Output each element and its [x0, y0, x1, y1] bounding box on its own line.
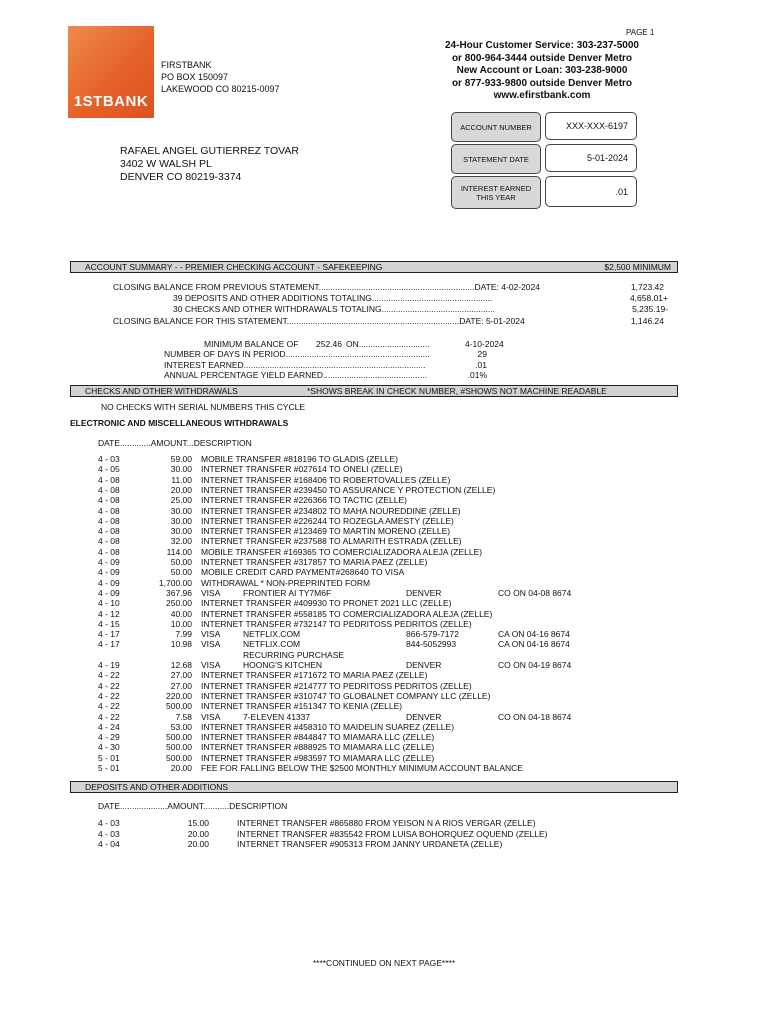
- checks-title: CHECKS AND OTHER WITHDRAWALS: [85, 386, 238, 396]
- transaction-amount: 20.00: [170, 763, 192, 773]
- transaction-amount: 40.00: [170, 608, 192, 619]
- no-checks-notice: NO CHECKS WITH SERIAL NUMBERS THIS CYCLE: [101, 402, 306, 412]
- transaction-description: INTERNET TRANSFER #123469 TO MARTIN MORENO (ZELLE): [201, 526, 451, 537]
- transaction-amount: 250.00: [166, 598, 192, 609]
- list-item: [0, 516, 768, 526]
- service-line-4: or 877-933-9800 outside Denver Metro: [451, 77, 633, 89]
- transaction-amount: 30.00: [170, 464, 192, 475]
- transaction-date: 4 - 22: [98, 711, 120, 722]
- transaction-amount: 50.00: [170, 557, 192, 567]
- transaction-amount: 10.00: [170, 618, 192, 629]
- list-item: [0, 818, 768, 828]
- min-balance-on: ON..............................: [346, 339, 430, 349]
- statement-date-value: 5-01-2024: [545, 144, 637, 172]
- bank-address: [161, 59, 280, 95]
- list-item: [0, 650, 768, 660]
- transaction-date: 4 - 22: [98, 680, 120, 691]
- transaction-description: INTERNET TRANSFER #237588 TO ALMARITH ESTRADA (ZELLE): [201, 536, 462, 547]
- transaction-location: 844-5052993: [406, 639, 457, 650]
- list-item: [0, 567, 768, 577]
- transaction-amount: 12.68: [170, 660, 192, 670]
- transaction-description: INTERNET TRANSFER #458310 TO MAIDELIN SUAREZ (ZELLE): [201, 721, 455, 732]
- transaction-date: 4 - 22: [98, 670, 120, 681]
- customer-street: 3402 W WALSH PL: [120, 158, 212, 170]
- list-item: [0, 536, 768, 546]
- transaction-description: VISA: [201, 660, 221, 670]
- transaction-description: INTERNET TRANSFER #888925 TO MIAMARA LLC (ZELLE): [201, 742, 435, 753]
- page-number: PAGE 1: [626, 28, 655, 37]
- transaction-description: VISA: [201, 587, 221, 598]
- account-number-label: ACCOUNT NUMBER: [451, 112, 541, 142]
- transaction-date: 4 - 30: [98, 742, 120, 753]
- transaction-date: 4 - 19: [98, 660, 120, 670]
- statement-date-label: STATEMENT DATE: [451, 144, 541, 174]
- transaction-date: 4 - 17: [98, 639, 120, 650]
- transaction-date: 4 - 22: [98, 701, 120, 712]
- days-in-period-label: NUMBER OF DAYS IN PERIOD.............................................................: [164, 349, 430, 359]
- transaction-details: CO ON 04-08 8674: [498, 587, 572, 598]
- service-line-2: or 800-964-3444 outside Denver Metro: [451, 52, 633, 64]
- deposit-date: 4 - 04: [98, 839, 120, 849]
- deposit-amount: 20.00: [187, 828, 209, 839]
- list-item: [0, 578, 768, 588]
- summary-line-closing-balance: CLOSING BALANCE FOR THIS STATEMENT.........................................................................DATE: 5-01-2024: [113, 316, 525, 326]
- transaction-date: 5 - 01: [98, 763, 120, 773]
- list-item: [0, 763, 768, 773]
- list-item: [0, 753, 768, 763]
- transaction-merchant: NETFLIX.COM: [243, 639, 301, 650]
- transaction-date: 4 - 08: [98, 536, 120, 547]
- transaction-merchant: NETFLIX.COM: [243, 629, 301, 640]
- service-line-3: New Account or Loan: 303-238-9000: [456, 65, 628, 76]
- transaction-description: INTERNET TRANSFER #239450 TO ASSURANCE Y PROTECTION (ZELLE): [201, 484, 496, 495]
- list-item: [0, 701, 768, 711]
- service-line-1: 24-Hour Customer Service: 303-237-5000: [445, 40, 639, 51]
- transaction-description: INTERNET TRANSFER #226244 TO ROZEGLA AMESTY (ZELLE): [201, 515, 454, 526]
- transaction-date: 4 - 09: [98, 557, 120, 567]
- interest-earned-value: .01: [545, 176, 637, 207]
- transaction-date: 4 - 10: [98, 598, 120, 609]
- transaction-details: CO ON 04-18 8674: [498, 711, 572, 722]
- withdrawals-column-header: DATE.............AMOUNT...DESCRIPTION: [98, 438, 252, 448]
- summary-amount-closing-balance: 1,146.24: [630, 316, 664, 326]
- list-item: [0, 506, 768, 516]
- transaction-date: 4 - 29: [98, 732, 120, 743]
- summary-line-previous-balance: CLOSING BALANCE FROM PREVIOUS STATEMENT..................................................................DATE: 4-02-2024: [113, 282, 540, 292]
- transaction-description: MOBILE TRANSFER #818196 TO GLADIS (ZELLE): [201, 454, 398, 464]
- transaction-date: 4 - 08: [98, 495, 120, 506]
- list-item: [0, 722, 768, 732]
- deposit-amount: 15.00: [187, 818, 209, 828]
- summary-amount-withdrawals: 5,235.19-: [632, 304, 668, 314]
- transaction-description: WITHDRAWAL * NON-PREPRINTED FORM: [201, 577, 371, 588]
- customer-address: [120, 145, 299, 184]
- deposit-amount: 20.00: [187, 839, 209, 849]
- transaction-description: INTERNET TRANSFER #558185 TO COMERCIALIZADORA ALEJA (ZELLE): [201, 608, 493, 619]
- transaction-amount: 11.00: [171, 474, 192, 485]
- list-item: [0, 712, 768, 722]
- transaction-date: 4 - 09: [98, 567, 120, 578]
- transaction-date: 4 - 03: [98, 454, 120, 464]
- min-balance-date: 4-10-2024: [465, 339, 504, 349]
- checks-note: *SHOWS BREAK IN CHECK NUMBER, #SHOWS NOT MACHINE READABLE: [307, 386, 607, 396]
- transaction-description: INTERNET TRANSFER #234802 TO MAHA NOUREDDINE (ZELLE): [201, 505, 461, 516]
- transaction-amount: 53.00: [170, 721, 192, 732]
- transaction-location: 866-579-7172: [406, 629, 459, 640]
- summary-amount-deposits: 4,658.01+: [629, 293, 668, 303]
- summary-amount-previous-balance: 1,723.42: [630, 282, 664, 292]
- apy-value: .01%: [467, 370, 487, 380]
- deposit-date: 4 - 03: [98, 828, 120, 839]
- transaction-amount: 32.00: [170, 536, 192, 547]
- summary-line-withdrawals: 30 CHECKS AND OTHER WITHDRAWALS TOTALING................................................: [173, 304, 495, 314]
- list-item: [0, 557, 768, 567]
- transaction-date: 4 - 15: [98, 618, 120, 629]
- transaction-description: MOBILE CREDIT CARD PAYMENT#268640 TO VISA: [201, 567, 405, 578]
- transaction-amount: 30.00: [170, 505, 192, 516]
- customer-service-info: [400, 40, 684, 103]
- transaction-description: INTERNET TRANSFER #214777 TO PEDRITOSS PEDRITOS (ZELLE): [201, 680, 472, 691]
- summary-minimum: $2,500 MINIMUM: [604, 262, 671, 272]
- list-item: [0, 454, 768, 464]
- list-item: [0, 485, 768, 495]
- list-item: [0, 629, 768, 639]
- service-website: www.efirstbank.com: [493, 90, 591, 101]
- list-item: [0, 681, 768, 691]
- list-item: [0, 619, 768, 629]
- transaction-amount: 7.99: [175, 629, 192, 640]
- summary-line-deposits: 39 DEPOSITS AND OTHER ADDITIONS TOTALING...................................................: [173, 293, 493, 303]
- deposit-date: 4 - 03: [98, 818, 120, 828]
- transaction-amount: 7.58: [175, 711, 192, 722]
- transaction-description: INTERNET TRANSFER #732147 TO PEDRITOSS PEDRITOS (ZELLE): [201, 618, 472, 629]
- transaction-description: FEE FOR FALLING BELOW THE $2500 MONTHLY MINIMUM ACCOUNT BALANCE: [201, 763, 523, 773]
- list-item: [0, 839, 768, 849]
- list-item: [0, 732, 768, 742]
- transaction-date: 4 - 05: [98, 464, 120, 475]
- customer-name: RAFAEL ANGEL GUTIERREZ TOVAR: [120, 145, 299, 157]
- days-in-period-value: 29: [477, 349, 487, 359]
- list-item: [0, 598, 768, 608]
- list-item: [0, 660, 768, 670]
- transaction-location: DENVER: [406, 587, 442, 598]
- transaction-merchant: 7-ELEVEN 41337: [243, 711, 311, 722]
- transaction-amount: 500.00: [166, 701, 192, 712]
- transaction-details: CA ON 04-16 8674: [498, 629, 570, 640]
- transaction-description: VISA: [201, 711, 221, 722]
- list-item: [0, 691, 768, 701]
- deposit-description: INTERNET TRANSFER #835542 FROM LUISA BOHORQUEZ OQUEND (ZELLE): [237, 828, 548, 839]
- withdrawals-title: ELECTRONIC AND MISCELLANEOUS WITHDRAWALS: [70, 418, 289, 428]
- transaction-date: 4 - 12: [98, 608, 120, 619]
- bank-po-box: PO BOX 150097: [161, 72, 229, 82]
- deposit-description: INTERNET TRANSFER #865880 FROM YEISON N A RIOS VERGAR (ZELLE): [237, 818, 536, 828]
- checks-header: [70, 385, 678, 397]
- list-item: [0, 639, 768, 649]
- transaction-date: 5 - 01: [98, 752, 120, 763]
- transaction-description: INTERNET TRANSFER #171672 TO MARIA PAEZ (ZELLE): [201, 670, 428, 681]
- interest-earned-label: INTEREST EARNED THIS YEAR: [451, 176, 541, 209]
- transaction-date: 4 - 08: [98, 526, 120, 537]
- list-item: [0, 475, 768, 485]
- transaction-amount: 25.00: [170, 495, 192, 506]
- transaction-amount: 367.96: [166, 587, 192, 598]
- transaction-amount: 1,700.00: [158, 577, 192, 588]
- transaction-description: INTERNET TRANSFER #226366 TO TACTIC (ZELLE): [201, 495, 407, 506]
- transaction-amount: 30.00: [170, 526, 192, 537]
- interest-earned-stat-label: INTEREST EARNED.............................................................................: [164, 360, 426, 370]
- transaction-description: MOBILE TRANSFER #169365 TO COMERCIALIZADORA ALEJA (ZELLE): [201, 546, 483, 557]
- list-item: [0, 609, 768, 619]
- interest-earned-stat-value: .01: [475, 360, 487, 370]
- transaction-merchant: RECURRING PURCHASE: [243, 649, 345, 660]
- transaction-date: 4 - 17: [98, 629, 120, 640]
- list-item: [0, 742, 768, 752]
- transaction-description: INTERNET TRANSFER #168406 TO ROBERTOVALLES (ZELLE): [201, 474, 451, 485]
- transaction-description: VISA: [201, 629, 221, 640]
- transaction-amount: 59.00: [170, 454, 192, 464]
- transaction-description: INTERNET TRANSFER #844847 TO MIAMARA LLC (ZELLE): [201, 732, 435, 743]
- transaction-description: INTERNET TRANSFER #409930 TO PRONET 2021 LLC (ZELLE): [201, 598, 452, 609]
- transaction-date: 4 - 08: [98, 474, 120, 485]
- transaction-amount: 30.00: [170, 515, 192, 526]
- account-number-value: XXX-XXX-6197: [545, 112, 637, 140]
- transaction-amount: 27.00: [170, 680, 192, 691]
- transaction-date: 4 - 08: [98, 546, 120, 557]
- transaction-date: 4 - 08: [98, 505, 120, 516]
- continued-notice: ****CONTINUED ON NEXT PAGE****: [312, 958, 456, 968]
- min-balance-label: MINIMUM BALANCE OF: [204, 339, 299, 349]
- list-item: [0, 670, 768, 680]
- transaction-date: 4 - 22: [98, 690, 120, 701]
- transaction-description: INTERNET TRANSFER #310747 TO GLOBALNET COMPANY LLC (ZELLE): [201, 690, 491, 701]
- deposits-header: [70, 781, 678, 793]
- transaction-amount: 10.98: [170, 639, 192, 650]
- logo-text: 1STBANK: [73, 93, 149, 110]
- transaction-description: VISA: [201, 639, 221, 650]
- customer-city: DENVER CO 80219-3374: [120, 171, 242, 183]
- bank-city: LAKEWOOD CO 80215-0097: [161, 84, 280, 94]
- transaction-merchant: HOONG'S KITCHEN: [243, 660, 323, 670]
- transaction-details: CA ON 04-16 8674: [498, 639, 570, 650]
- transaction-location: DENVER: [406, 711, 442, 722]
- deposit-description: INTERNET TRANSFER #905313 FROM JANNY URDANETA (ZELLE): [237, 839, 503, 849]
- transaction-description: INTERNET TRANSFER #027614 TO ONELI (ZELLE): [201, 464, 403, 475]
- deposits-title: DEPOSITS AND OTHER ADDITIONS: [85, 782, 229, 792]
- list-item: [0, 547, 768, 557]
- transaction-description: INTERNET TRANSFER #317857 TO MARIA PAEZ (ZELLE): [201, 557, 428, 567]
- transaction-location: DENVER: [406, 660, 442, 670]
- account-summary-header: [70, 261, 678, 273]
- transaction-amount: 500.00: [166, 732, 192, 743]
- list-item: [0, 495, 768, 505]
- transaction-date: 4 - 09: [98, 577, 120, 588]
- list-item: [0, 829, 768, 839]
- transaction-amount: 500.00: [166, 742, 192, 753]
- transaction-amount: 27.00: [170, 670, 192, 681]
- transaction-details: CO ON 04-19 8674: [498, 660, 572, 670]
- transaction-description: INTERNET TRANSFER #151347 TO KENIA (ZELLE): [201, 701, 403, 712]
- transaction-date: 4 - 08: [98, 515, 120, 526]
- transaction-amount: 500.00: [166, 752, 192, 763]
- transaction-merchant: FRONTIER AI TY7M6F: [243, 587, 332, 598]
- list-item: [0, 526, 768, 536]
- transaction-amount: 50.00: [170, 567, 192, 578]
- list-item: [0, 588, 768, 598]
- summary-title: ACCOUNT SUMMARY - - PREMIER CHECKING ACCOUNT - SAFEKEEPING: [85, 262, 383, 272]
- list-item: [0, 464, 768, 474]
- transaction-amount: 20.00: [170, 484, 192, 495]
- min-balance-amount: 252.46: [316, 339, 342, 349]
- transaction-date: 4 - 09: [98, 587, 120, 598]
- apy-label: ANNUAL PERCENTAGE YIELD EARNED............................................: [164, 370, 427, 380]
- deposits-column-header: DATE....................AMOUNT...........DESCRIPTION: [98, 801, 288, 811]
- transaction-amount: 114.00: [166, 546, 192, 557]
- bank-name: FIRSTBANK: [161, 60, 212, 70]
- transaction-amount: 220.00: [166, 690, 192, 701]
- transaction-date: 4 - 24: [98, 721, 120, 732]
- transaction-description: INTERNET TRANSFER #983597 TO MIAMARA LLC (ZELLE): [201, 752, 435, 763]
- transaction-date: 4 - 08: [98, 484, 120, 495]
- firstbank-logo: [68, 26, 154, 118]
